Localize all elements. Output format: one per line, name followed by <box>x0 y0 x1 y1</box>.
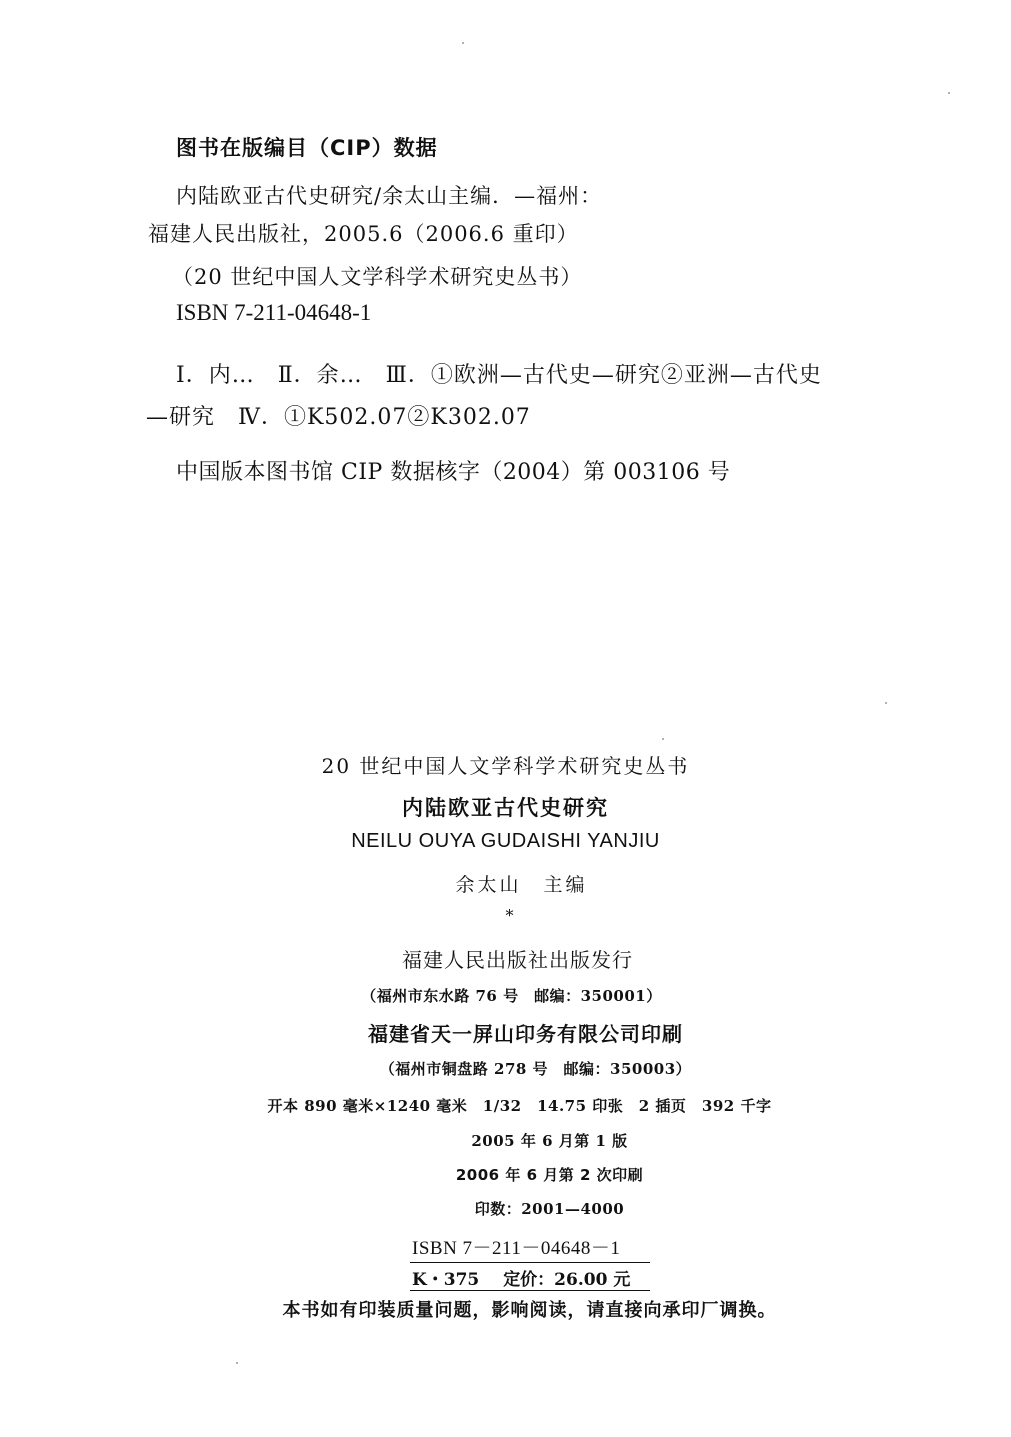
cip-title-line: 内陆欧亚古代史研究/余太山主编．—福州： <box>176 184 603 208</box>
class-price-row <box>410 1263 650 1291</box>
scan-speck <box>948 92 950 94</box>
colophon-notice: 本书如有印装质量问题，影响阅读，请直接向承印厂调换。 <box>282 1300 777 1321</box>
colophon-printer-address: （福州市铜盘路 278 号 邮编：350003） <box>379 1060 692 1078</box>
colophon-isbn: ISBN 7－211－04648－1 <box>410 1233 650 1263</box>
scan-speck <box>662 738 664 740</box>
scan-speck <box>885 702 887 704</box>
colophon-printer: 福建省天一屏山印务有限公司印刷 <box>368 1022 683 1046</box>
colophon-class-code: K・375 <box>412 1270 480 1290</box>
cip-classification-line: —研究 Ⅳ．①K502.07②K302.07 <box>146 405 531 430</box>
cip-heading: 图书在版编目（CIP）数据 <box>176 136 438 160</box>
cip-publisher-line: 福建人民出版社，2005.6（2006.6 重印） <box>148 222 579 246</box>
cip-record-number: 中国版本图书馆 CIP 数据核字（2004）第 003106 号 <box>176 460 731 485</box>
cip-isbn-line: ISBN 7-211-04648-1 <box>176 300 372 325</box>
colophon-pinyin-title: NEILU OUYA GUDAISHI YANJIU <box>351 830 660 852</box>
colophon-title: 内陆欧亚古代史研究 <box>402 796 609 820</box>
colophon-editor: 余太山 主编 <box>455 874 588 896</box>
colophon-print-run: 印数：2001—4000 <box>474 1200 625 1218</box>
colophon-price: 定价：26.00 元 <box>503 1270 631 1290</box>
colophon-separator: * <box>505 906 514 925</box>
colophon-format: 开本 890 毫米×1240 毫米 1/32 14.75 印张 2 插页 392 千字 <box>267 1097 772 1115</box>
isbn-price-box <box>410 1233 650 1291</box>
colophon-edition: 2005 年 6 月第 1 版 <box>471 1132 628 1150</box>
colophon-printing: 2006 年 6 月第 2 次印刷 <box>455 1166 644 1184</box>
colophon-publisher-address: （福州市东水路 76 号 邮编：350001） <box>361 987 662 1005</box>
colophon-publisher: 福建人民出版社出版发行 <box>402 948 633 972</box>
scan-speck <box>462 42 464 44</box>
colophon-series: 20 世纪中国人文学科学术研究史丛书 <box>321 754 690 778</box>
cip-series-line: （20 世纪中国人文学科学术研究史丛书） <box>172 265 583 289</box>
scan-speck <box>236 1362 238 1364</box>
cip-subject-line: Ⅰ．内… Ⅱ．余… Ⅲ．①欧洲—古代史—研究②亚洲—古代史 <box>176 363 822 388</box>
